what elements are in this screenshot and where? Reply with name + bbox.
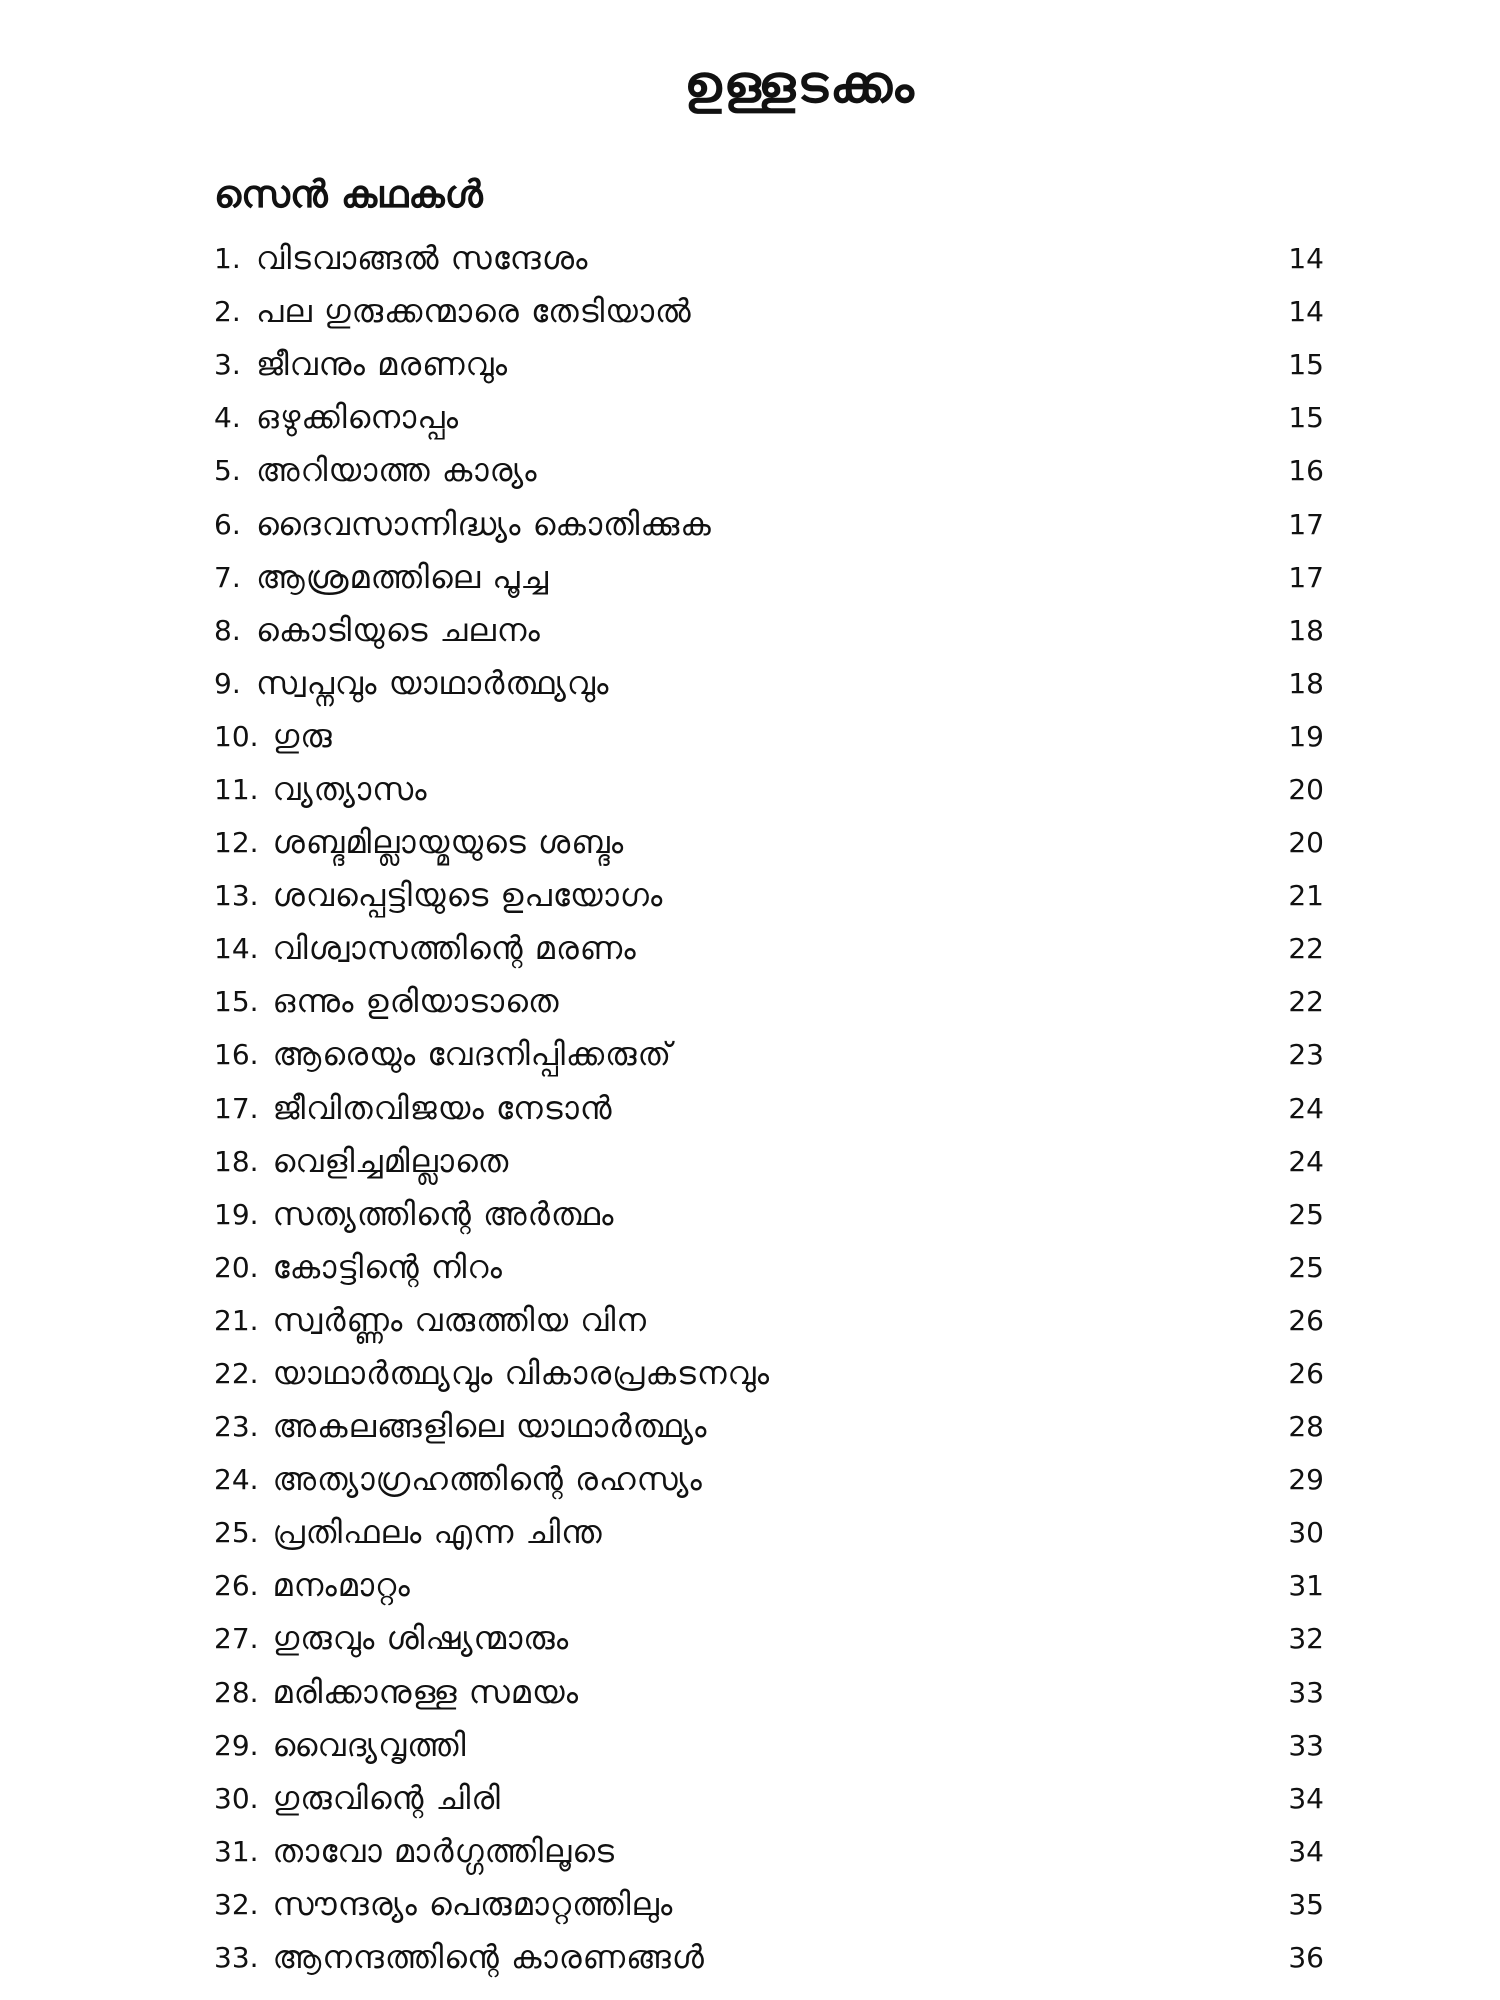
toc-entry-title: സ്വപ്നവും യാഥാർത്ഥ്യവും: [256, 663, 610, 702]
toc-entry-number: 5.: [214, 454, 241, 488]
toc-entry-title: സത്യത്തിന്റെ അർത്ഥം: [272, 1194, 615, 1233]
toc-entry-number: 31.: [214, 1834, 259, 1868]
toc-entry: [214, 232, 1324, 285]
toc-entry: [214, 1135, 1324, 1188]
toc-entry-page-number: 23: [1288, 1038, 1324, 1072]
toc-entry: [214, 975, 1324, 1028]
toc-entry-title: പ്രതിഫലം എന്ന ചിന്ത: [272, 1513, 603, 1552]
toc-entry-title: ശബ്ദമില്ലായ്മയുടെ ശബ്ദം: [272, 823, 625, 862]
toc-entry-title: വ്യത്യാസം: [272, 769, 428, 808]
toc-entry-page-number: 32: [1288, 1622, 1324, 1656]
toc-entry-page-number: 25: [1288, 1250, 1324, 1284]
toc-entry: [214, 1188, 1324, 1241]
toc-entry-title: അത്യാഗ്രഹത്തിന്റെ രഹസ്യം: [272, 1460, 703, 1499]
toc-entry-title: താവോ മാർഗ്ഗത്തിലൂടെ: [272, 1831, 615, 1870]
toc-entry: [214, 763, 1324, 816]
toc-entry-title: പല ഗുരുക്കന്മാരെ തേടിയാൽ: [256, 292, 692, 331]
toc-entry-page-number: 28: [1288, 1410, 1324, 1444]
toc-entry: [214, 1241, 1324, 1294]
toc-entry: [214, 1719, 1324, 1772]
toc-entry-page-number: 19: [1288, 719, 1324, 753]
toc-entry: [214, 338, 1324, 391]
toc-entry-number: 19.: [214, 1197, 259, 1231]
toc-entry: [214, 1347, 1324, 1400]
toc-entry-number: 32.: [214, 1887, 259, 1921]
toc-entry: [214, 497, 1324, 550]
toc-entry-title: ദൈവസാന്നിദ്ധ്യം കൊതിക്കുക: [256, 504, 712, 543]
toc-entry: [214, 1453, 1324, 1506]
toc-entry-page-number: 17: [1288, 560, 1324, 594]
toc-entry-number: 13.: [214, 879, 259, 913]
toc-entry-page-number: 30: [1288, 1516, 1324, 1550]
toc-entry-title: ശവപ്പെട്ടിയുടെ ഉപയോഗം: [272, 876, 664, 915]
toc-entry: [214, 1825, 1324, 1878]
toc-entry-page-number: 20: [1288, 772, 1324, 806]
toc-entry-number: 30.: [214, 1781, 259, 1815]
toc-entry: [214, 710, 1324, 763]
toc-entry: [214, 551, 1324, 604]
toc-entry-number: 15.: [214, 985, 259, 1019]
toc-entry-page-number: 16: [1288, 454, 1324, 488]
toc-entry-number: 14.: [214, 932, 259, 966]
toc-entry: [214, 1506, 1324, 1559]
toc-entry-title: ആശ്രമത്തിലെ പൂച്ച: [256, 557, 549, 596]
page-title: ഉള്ളടക്കം: [684, 55, 916, 115]
toc-entry-title: ജീവിതവിജയം നേടാൻ: [272, 1088, 613, 1127]
toc-entry-page-number: 34: [1288, 1834, 1324, 1868]
toc-entry-number: 10.: [214, 719, 259, 753]
toc-entry-page-number: 17: [1288, 507, 1324, 541]
toc-entry-page-number: 18: [1288, 666, 1324, 700]
toc-entry: [214, 1612, 1324, 1665]
toc-entry-title: യാഥാർത്ഥ്യവും വികാരപ്രകടനവും: [272, 1354, 771, 1393]
toc-entry-number: 26.: [214, 1569, 259, 1603]
toc-entry-number: 2.: [214, 295, 241, 329]
toc-entry-number: 20.: [214, 1250, 259, 1284]
toc-entry: [214, 1559, 1324, 1612]
toc-entry-number: 8.: [214, 613, 241, 647]
toc-entry: [214, 657, 1324, 710]
toc-entry: [214, 1878, 1324, 1931]
toc-entry-page-number: 22: [1288, 932, 1324, 966]
toc-entry: [214, 869, 1324, 922]
toc-entry: [214, 1028, 1324, 1081]
toc-entry-title: മനംമാറ്റം: [272, 1566, 411, 1605]
toc-entry-page-number: 34: [1288, 1781, 1324, 1815]
toc-entry-number: 16.: [214, 1038, 259, 1072]
toc-entry-page-number: 15: [1288, 348, 1324, 382]
toc-entry-number: 21.: [214, 1303, 259, 1337]
toc-entry-title: ഗുരുവിന്റെ ചിരി: [272, 1778, 501, 1817]
toc-entry-number: 7.: [214, 560, 241, 594]
toc-entry-title: ഗുരുവും ശിഷ്യന്മാരും: [272, 1619, 570, 1658]
toc-entry: [214, 1082, 1324, 1135]
toc-entry-page-number: 21: [1288, 879, 1324, 913]
toc-entry-number: 22.: [214, 1357, 259, 1391]
toc-entry-page-number: 20: [1288, 826, 1324, 860]
toc-entry-page-number: 15: [1288, 401, 1324, 435]
toc-entry-number: 12.: [214, 826, 259, 860]
toc-entry-number: 25.: [214, 1516, 259, 1550]
toc-entry-title: വിടവാങ്ങൽ സന്ദേശം: [256, 239, 589, 278]
toc-entry: [214, 1294, 1324, 1347]
toc-entry-page-number: 29: [1288, 1463, 1324, 1497]
toc-entry: [214, 604, 1324, 657]
toc-entry-page-number: 14: [1288, 242, 1324, 276]
toc-entry-number: 1.: [214, 242, 241, 276]
toc-entry-title: വൈദ്യവൃത്തി: [272, 1725, 467, 1764]
toc-entry-page-number: 36: [1288, 1941, 1324, 1975]
toc-entry-title: ഒന്നും ഉരിയാടാതെ: [272, 982, 560, 1021]
toc-entry: [214, 1666, 1324, 1719]
toc-entry: [214, 1772, 1324, 1825]
section-heading: സെൻ കഥകൾ: [214, 172, 483, 216]
toc-entry-number: 33.: [214, 1941, 259, 1975]
toc-entry-title: വിശ്വാസത്തിന്റെ മരണം: [272, 929, 637, 968]
toc-entry-number: 4.: [214, 401, 241, 435]
toc-entry-title: അറിയാത്ത കാര്യം: [256, 451, 538, 490]
toc-entry-title: ഒഴുക്കിനൊപ്പം: [256, 398, 460, 437]
toc-entry-page-number: 26: [1288, 1357, 1324, 1391]
toc-entry-page-number: 18: [1288, 613, 1324, 647]
toc-entry-page-number: 22: [1288, 985, 1324, 1019]
toc-entry-number: 11.: [214, 772, 259, 806]
toc-entry: [214, 816, 1324, 869]
toc-entry-number: 9.: [214, 666, 241, 700]
toc-entry-page-number: 24: [1288, 1144, 1324, 1178]
toc-entry-page-number: 26: [1288, 1303, 1324, 1337]
toc-entry-page-number: 14: [1288, 295, 1324, 329]
toc-entry-number: 6.: [214, 507, 241, 541]
toc-entry: [214, 1400, 1324, 1453]
toc-entry-number: 17.: [214, 1091, 259, 1125]
toc-entry-page-number: 31: [1288, 1569, 1324, 1603]
toc-entry-title: അകലങ്ങളിലെ യാഥാർത്ഥ്യം: [272, 1407, 708, 1446]
toc-entry: [214, 391, 1324, 444]
toc-entry-page-number: 25: [1288, 1197, 1324, 1231]
toc-entry-number: 28.: [214, 1675, 259, 1709]
toc-entry: [214, 444, 1324, 497]
toc-entry: [214, 922, 1324, 975]
table-of-contents: [214, 232, 1324, 1984]
toc-entry: [214, 1931, 1324, 1984]
toc-entry-number: 29.: [214, 1728, 259, 1762]
toc-entry-number: 27.: [214, 1622, 259, 1656]
toc-entry-page-number: 35: [1288, 1887, 1324, 1921]
toc-entry-title: കൊടിയുടെ ചലനം: [256, 610, 541, 649]
toc-entry-title: കോട്ടിന്റെ നിറം: [272, 1247, 503, 1286]
toc-entry-number: 23.: [214, 1410, 259, 1444]
toc-entry-title: മരിക്കാനുള്ള സമയം: [272, 1672, 579, 1711]
toc-entry-page-number: 24: [1288, 1091, 1324, 1125]
toc-entry-page-number: 33: [1288, 1675, 1324, 1709]
toc-entry-title: ആനന്ദത്തിന്റെ കാരണങ്ങൾ: [272, 1938, 705, 1977]
toc-entry-number: 24.: [214, 1463, 259, 1497]
toc-entry-number: 3.: [214, 348, 241, 382]
toc-entry: [214, 285, 1324, 338]
toc-entry-title: ആരെയും വേദനിപ്പിക്കരുത്: [272, 1035, 673, 1074]
toc-entry-title: ജീവനും മരണവും: [256, 345, 509, 384]
toc-entry-title: ഗുരു: [272, 716, 333, 755]
toc-entry-number: 18.: [214, 1144, 259, 1178]
toc-entry-title: സ്വർണ്ണം വരുത്തിയ വിന: [272, 1300, 647, 1339]
toc-entry-title: സൗന്ദര്യം പെരുമാറ്റത്തിലും: [272, 1884, 674, 1923]
toc-entry-title: വെളിച്ചമില്ലാതെ: [272, 1141, 510, 1180]
toc-entry-page-number: 33: [1288, 1728, 1324, 1762]
